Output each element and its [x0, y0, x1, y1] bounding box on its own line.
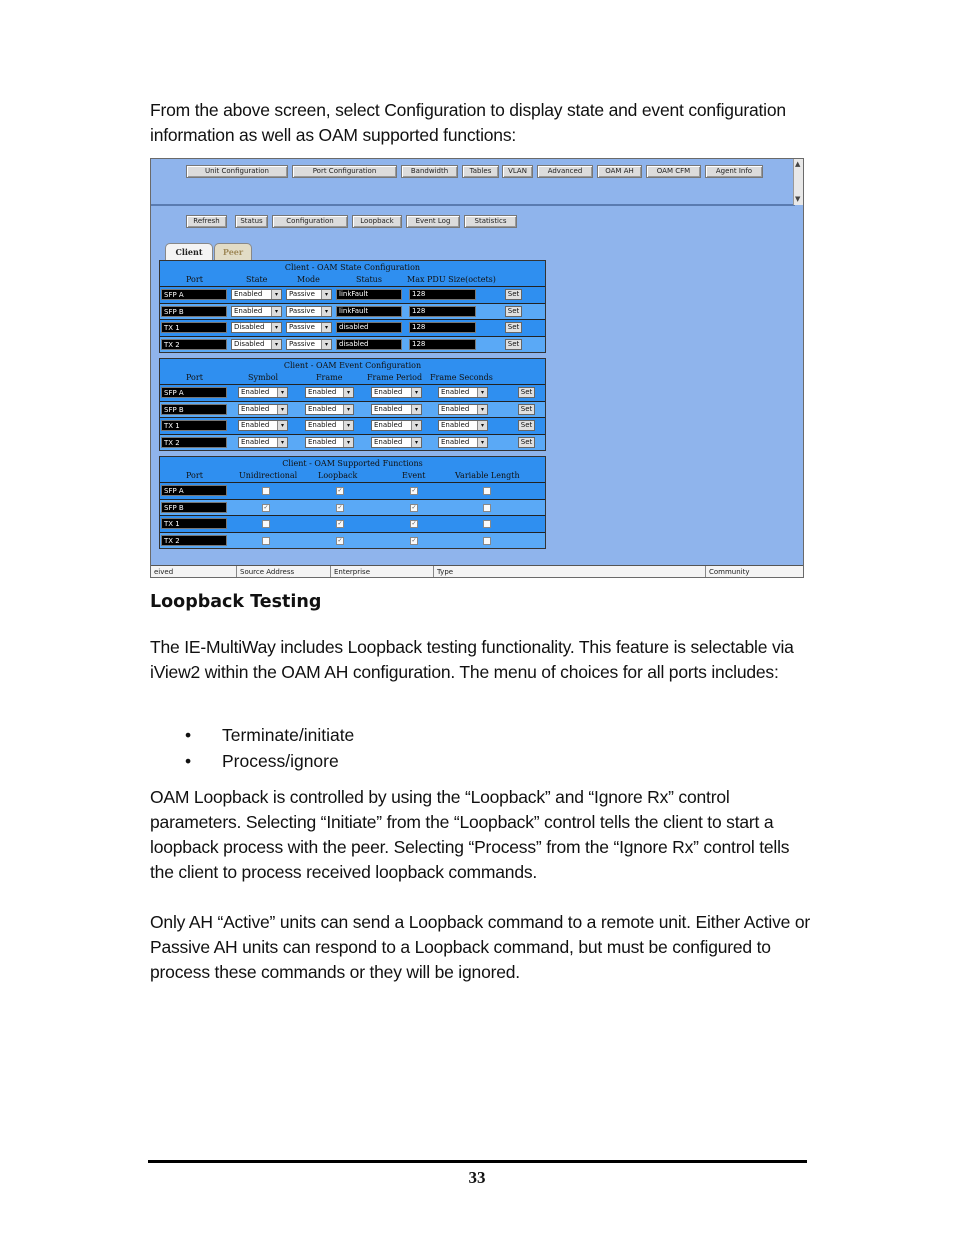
oam-event-configuration-panel	[159, 358, 546, 451]
port-label: TX 2	[161, 437, 227, 448]
loopback-checkbox[interactable]: ✓	[337, 503, 343, 511]
tab-client[interactable]: Client	[165, 243, 213, 261]
column-header: Port	[186, 471, 203, 480]
set-button[interactable]: Set	[505, 289, 522, 300]
variable-length-checkbox[interactable]	[483, 504, 491, 512]
oam-state-configuration-panel	[159, 260, 546, 353]
frame-select[interactable]: Enabled ▾	[305, 404, 354, 415]
table-row	[160, 482, 545, 499]
column-header: Port	[186, 373, 203, 382]
list-item: • Process/ignore	[185, 748, 354, 774]
table-row	[160, 286, 545, 303]
section-heading: Loopback Testing	[150, 592, 322, 612]
nav-unit-configuration-button[interactable]: Unit Configuration	[186, 165, 288, 178]
loopback-checkbox[interactable]: ✓	[337, 536, 343, 544]
footer-rule	[148, 1160, 807, 1163]
oam-supported-functions-panel	[159, 456, 546, 549]
state-select[interactable]: Enabled ▾	[231, 306, 282, 317]
frame-period-select[interactable]: Enabled ▾	[371, 420, 422, 431]
max-pdu-input[interactable]: 128	[409, 306, 476, 317]
nav-tables-button[interactable]: Tables	[462, 165, 499, 178]
column-header: Status	[356, 275, 382, 284]
frame-period-select[interactable]: Enabled ▾	[371, 387, 422, 398]
table-row	[160, 384, 545, 401]
status-field: disabled	[336, 322, 402, 333]
frame-seconds-select[interactable]: Enabled ▾	[438, 404, 488, 415]
symbol-select[interactable]: Enabled ▾	[238, 387, 288, 398]
column-header: Variable Length	[455, 471, 520, 480]
variable-length-checkbox[interactable]	[483, 520, 491, 528]
loopback-intro-paragraph: The IE-MultiWay includes Loopback testing functionality. This feature is selectable via iView2 within the OAM AH configuration. The menu of choices for all ports includes:	[150, 637, 794, 682]
table-row	[160, 499, 545, 516]
unidirectional-checkbox[interactable]: ✓	[263, 503, 269, 511]
event-log-button[interactable]: Event Log	[406, 215, 460, 228]
frame-select[interactable]: Enabled ▾	[305, 420, 354, 431]
nav-advanced-button[interactable]: Advanced	[537, 165, 593, 178]
table-row	[160, 336, 545, 353]
column-received[interactable]: eived	[154, 568, 174, 576]
status-button[interactable]: Status	[235, 215, 268, 228]
port-label: TX 1	[161, 518, 227, 529]
variable-length-checkbox[interactable]	[483, 537, 491, 545]
set-button[interactable]: Set	[518, 404, 535, 415]
status-field: linkFault	[336, 289, 402, 300]
panel-title: Client - OAM Supported Functions	[282, 459, 423, 468]
mode-select[interactable]: Passive ▾	[286, 289, 332, 300]
panel-header-row	[160, 372, 545, 384]
frame-period-select[interactable]: Enabled ▾	[371, 404, 422, 415]
state-select[interactable]: Disabled ▾	[231, 339, 282, 350]
table-row	[160, 532, 545, 549]
panel-header-row	[160, 470, 545, 482]
set-button[interactable]: Set	[505, 306, 522, 317]
set-button[interactable]: Set	[505, 322, 522, 333]
configuration-button[interactable]: Configuration	[272, 215, 348, 228]
nav-oam-cfm-button[interactable]: OAM CFM	[646, 165, 701, 178]
top-navigation-bar	[151, 159, 795, 206]
nav-agent-info-button[interactable]: Agent Info	[705, 165, 763, 178]
event-checkbox[interactable]: ✓	[411, 487, 417, 494]
loopback-control-paragraph: OAM Loopback is controlled by using the “Loopback” and “Ignore Rx” control parameters. Selecting “Initiate” from the “Loopback” control tells the client to start a loopback process with the peer. Selecting “Process” from the “Ignore Rx” control tells the client to process received loopback commands.	[150, 787, 790, 882]
column-header: Frame Period	[367, 373, 423, 382]
loopback-button[interactable]: Loopback	[352, 215, 402, 228]
frame-seconds-select[interactable]: Enabled ▾	[438, 387, 488, 398]
port-label: SFP B	[161, 306, 227, 317]
port-label: SFP A	[161, 387, 227, 398]
table-row	[160, 401, 545, 418]
panel-title: Client - OAM State Configuration	[284, 263, 421, 272]
column-header: Unidirectional	[239, 471, 298, 480]
nav-oam-ah-button[interactable]: OAM AH	[597, 165, 642, 178]
mode-select[interactable]: Passive ▾	[286, 339, 332, 350]
column-header: State	[246, 275, 268, 284]
statistics-button[interactable]: Statistics	[464, 215, 517, 228]
event-checkbox[interactable]: ✓	[411, 520, 417, 527]
port-label: SFP B	[161, 502, 227, 513]
set-button[interactable]: Set	[518, 387, 535, 398]
list-item: • Terminate/initiate	[185, 722, 354, 748]
port-label: SFP B	[161, 404, 227, 415]
column-type[interactable]: Type	[433, 566, 453, 578]
column-header: Mode	[297, 275, 320, 284]
port-label: TX 1	[161, 322, 227, 333]
nav-vlan-button[interactable]: VLAN	[502, 165, 533, 178]
refresh-button[interactable]: Refresh	[186, 215, 227, 228]
set-button[interactable]: Set	[505, 339, 522, 350]
column-header: Port	[186, 275, 203, 284]
column-enterprise[interactable]: Enterprise	[330, 566, 370, 578]
port-label: TX 1	[161, 420, 227, 431]
unidirectional-checkbox[interactable]	[262, 520, 270, 528]
table-row	[160, 303, 545, 320]
column-header: Symbol	[248, 373, 279, 382]
frame-seconds-select[interactable]: Enabled ▾	[438, 420, 488, 431]
symbol-select[interactable]: Enabled ▾	[238, 437, 288, 448]
set-button[interactable]: Set	[518, 420, 535, 431]
port-label: TX 2	[161, 535, 227, 546]
panel-header-row	[160, 274, 545, 286]
table-row	[160, 417, 545, 434]
table-row	[160, 515, 545, 532]
max-pdu-input[interactable]: 128	[409, 322, 476, 333]
oam-configuration-screenshot	[150, 158, 804, 578]
nav-port-configuration-button[interactable]: Port Configuration	[292, 165, 397, 178]
scrollbar[interactable]	[793, 159, 803, 205]
max-pdu-input[interactable]: 128	[409, 339, 476, 350]
loopback-checkbox[interactable]: ✓	[337, 520, 343, 527]
event-checkbox[interactable]: ✓	[411, 503, 417, 511]
state-select[interactable]: Enabled ▾	[231, 289, 282, 300]
column-source-address[interactable]: Source Address	[236, 566, 294, 578]
frame-select[interactable]: Enabled ▾	[305, 437, 354, 448]
unidirectional-checkbox[interactable]	[262, 537, 270, 545]
symbol-select[interactable]: Enabled ▾	[238, 420, 288, 431]
column-community[interactable]: Community	[705, 566, 750, 578]
active-units-paragraph: Only AH “Active” units can send a Loopback command to a remote unit. Either Active or Passive AH units can respond to a Loopback command, but must be configured to process these commands or they will be ignored.	[150, 912, 810, 982]
status-field: linkFault	[336, 306, 402, 317]
trap-table-header	[151, 565, 804, 578]
nav-bandwidth-button[interactable]: Bandwidth	[401, 165, 458, 178]
table-row	[160, 319, 545, 336]
state-select[interactable]: Disabled ▾	[231, 322, 282, 333]
event-checkbox[interactable]: ✓	[411, 536, 417, 544]
frame-period-select[interactable]: Enabled ▾	[371, 437, 422, 448]
status-field: disabled	[336, 339, 402, 350]
max-pdu-input[interactable]: 128	[409, 289, 476, 300]
column-header: Event	[402, 471, 426, 480]
column-header: Max PDU Size(octets)	[407, 275, 496, 284]
mode-select[interactable]: Passive ▾	[286, 306, 332, 317]
port-label: SFP A	[161, 289, 227, 300]
symbol-select[interactable]: Enabled ▾	[238, 404, 288, 415]
column-header: Frame Seconds	[430, 373, 493, 382]
unidirectional-checkbox[interactable]	[262, 487, 270, 495]
intro-paragraph: From the above screen, select Configuration to display state and event configuration information as well as OAM supported functions:	[150, 100, 786, 145]
mode-select[interactable]: Passive ▾	[286, 322, 332, 333]
frame-seconds-select[interactable]: Enabled ▾	[438, 437, 488, 448]
column-header: Frame	[316, 373, 343, 382]
port-label: TX 2	[161, 339, 227, 350]
port-label: SFP A	[161, 485, 227, 496]
set-button[interactable]: Set	[518, 437, 535, 448]
scroll-down-icon[interactable]: ▼	[795, 195, 801, 203]
scroll-up-icon[interactable]: ▲	[795, 160, 801, 168]
variable-length-checkbox[interactable]	[483, 487, 491, 495]
panel-title: Client - OAM Event Configuration	[283, 361, 422, 370]
tab-peer[interactable]: Peer	[214, 243, 252, 261]
table-row	[160, 434, 545, 451]
page-number: 33	[468, 1168, 486, 1187]
loopback-checkbox[interactable]: ✓	[337, 487, 343, 494]
frame-select[interactable]: Enabled ▾	[305, 387, 354, 398]
choices-list	[185, 722, 354, 774]
column-header: Loopback	[318, 471, 358, 480]
